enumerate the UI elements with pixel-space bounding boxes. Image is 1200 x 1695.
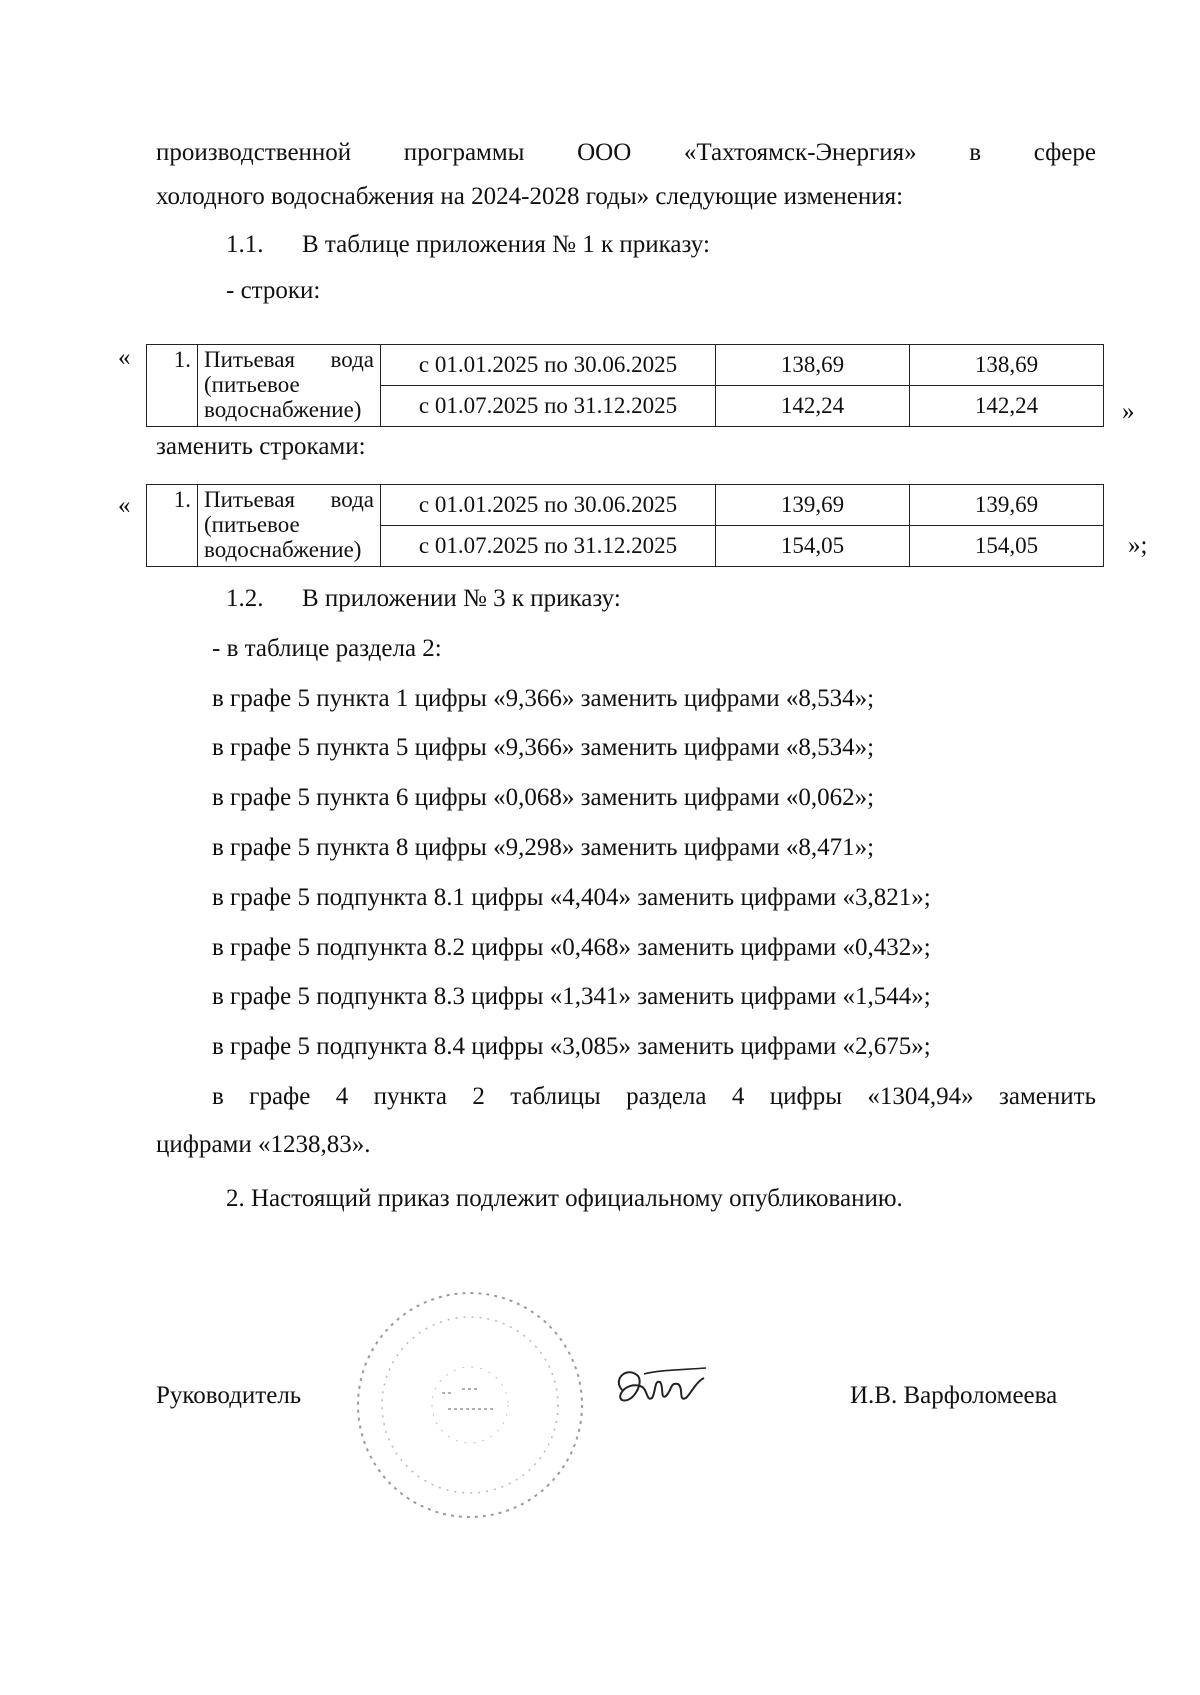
section-4-change-line-2: цифрами «1238,83».	[156, 1131, 371, 1158]
item-1-2-text: В приложении № 3 к приказу:	[302, 585, 621, 612]
service-name: Питьевая вода (питьевое водоснабжение)	[198, 485, 381, 567]
section-2-label: - в таблице раздела 2:	[212, 635, 442, 662]
value-cell: 154,05	[716, 526, 910, 567]
intro-line-2: холодного водоснабжения на 2024-2028 годы» следующие изменения:	[156, 183, 904, 210]
signatory-title: Руководитель	[156, 1382, 302, 1409]
replace-label: заменить строками:	[156, 433, 366, 460]
rows-label: - строки:	[226, 277, 321, 304]
period-cell: с 01.01.2025 по 30.06.2025	[381, 485, 716, 526]
change-line: в графе 5 пункта 6 цифры «0,068» заменить цифрами «0,062»;	[212, 784, 875, 811]
change-line: в графе 5 подпункта 8.4 цифры «3,085» заменить цифрами «2,675»;	[212, 1033, 931, 1060]
close-quote-2: »;	[1128, 532, 1148, 559]
handwritten-signature	[608, 1360, 708, 1420]
change-line: в графе 5 пункта 8 цифры «9,298» заменить цифрами «8,471»;	[212, 834, 875, 861]
intro-line-1: производственной программы ООО «Тахтоямск-Энергия» в сфере	[156, 139, 1096, 166]
open-quote-1: «	[118, 344, 131, 371]
service-name: Питьевая вода (питьевое водоснабжение)	[198, 345, 381, 427]
period-cell: с 01.07.2025 по 31.12.2025	[381, 526, 716, 567]
signatory-name: И.В. Варфоломеева	[850, 1382, 1058, 1409]
row-number: 1.	[147, 345, 198, 427]
change-line: в графе 5 пункта 1 цифры «9,366» заменить цифрами «8,534»;	[212, 685, 875, 712]
value-cell: 139,69	[910, 485, 1104, 526]
close-quote-1: »	[1122, 398, 1135, 425]
open-quote-2: «	[118, 492, 131, 519]
period-cell: с 01.07.2025 по 31.12.2025	[381, 386, 716, 427]
value-cell: 142,24	[910, 386, 1104, 427]
item-1-2	[226, 584, 621, 614]
item-1-1-text: В таблице приложения № 1 к приказу:	[302, 231, 710, 258]
value-cell: 138,69	[716, 345, 910, 386]
change-line: в графе 5 подпункта 8.3 цифры «1,341» заменить цифрами «1,544»;	[212, 983, 931, 1010]
new-tariff-table	[146, 484, 1104, 567]
row-number: 1.	[147, 485, 198, 567]
old-tariff-table	[146, 344, 1104, 427]
table-row	[147, 485, 1104, 526]
value-cell: 142,24	[716, 386, 910, 427]
value-cell: 139,69	[716, 485, 910, 526]
item-1-1-number: 1.1.	[226, 231, 264, 258]
publication-clause: 2. Настоящий приказ подлежит официальному опубликованию.	[226, 1185, 903, 1212]
change-line: в графе 5 подпункта 8.1 цифры «4,404» заменить цифрами «3,821»;	[212, 884, 931, 911]
seal-stamp	[350, 1285, 590, 1525]
change-line: в графе 5 подпункта 8.2 цифры «0,468» заменить цифрами «0,432»;	[212, 934, 931, 961]
value-cell: 154,05	[910, 526, 1104, 567]
value-cell: 138,69	[910, 345, 1104, 386]
item-1-2-number: 1.2.	[226, 585, 264, 612]
period-cell: с 01.01.2025 по 30.06.2025	[381, 345, 716, 386]
item-1-1	[226, 230, 710, 260]
table-row	[147, 345, 1104, 386]
change-line: в графе 5 пункта 5 цифры «9,366» заменить цифрами «8,534»;	[212, 734, 875, 761]
section-4-change-line-1: в графе 4 пункта 2 таблицы раздела 4 цифры «1304,94» заменить	[212, 1083, 1096, 1110]
